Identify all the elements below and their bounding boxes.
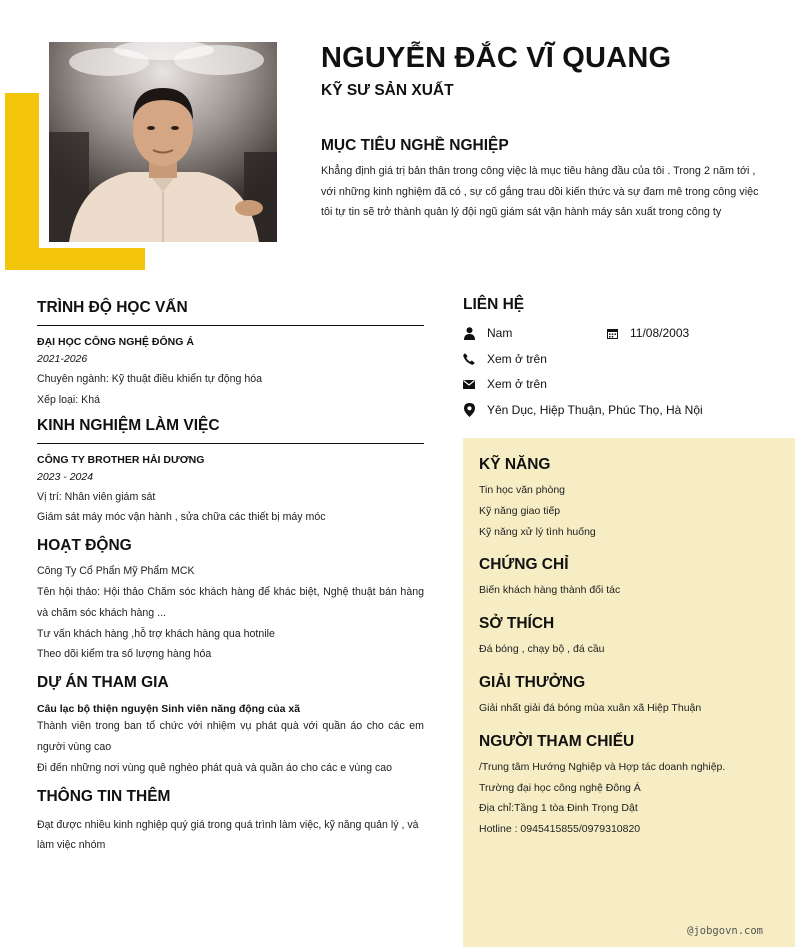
- location-pin-icon: [463, 403, 475, 417]
- candidate-name: NGUYỄN ĐẮC VĨ QUANG: [321, 42, 672, 74]
- activity-line: Theo dõi kiểm tra số lượng hàng hóa: [37, 648, 212, 661]
- education-major: Chuyên ngành: Kỹ thuật điều khiển tự động hóa: [37, 373, 263, 385]
- additional-info-title: THÔNG TIN THÊM: [37, 787, 171, 805]
- email-value: Xem ở trên: [487, 377, 547, 391]
- contact-gender: [463, 325, 512, 341]
- objective-text: Khẳng định giá trị bản thân trong công việc là mục tiêu hàng đầu của tôi . Trong 2 năm tới , với những kinh nghiệm đã có , sự cố gắng trau dồi kiến thức và sự đam mê trong công việc tôi tự tin sẽ trở thành quản lý đội ngũ giám sát vận hành máy sản xuất trong công ty: [321, 165, 759, 218]
- contact-address: [463, 402, 703, 418]
- skill-item: Tin học văn phòng: [479, 484, 566, 496]
- education-title: TRÌNH ĐỘ HỌC VẤN: [37, 298, 424, 326]
- email-icon: [463, 377, 475, 391]
- activities-title: HOẠT ĐỘNG: [37, 537, 132, 555]
- project-line: Đi đến những nơi vùng quê nghèo phát quà và quần áo cho các e vùng cao: [37, 761, 393, 774]
- education-rank: Xếp loại: Khá: [37, 393, 101, 406]
- education-period: 2021-2026: [37, 353, 88, 365]
- project-line: Thành viên trong ban tổ chức với nhiệm vụ phát quà với quần áo cho các em người vùng cao: [37, 720, 424, 753]
- awards-title: GIẢI THƯỞNG: [479, 673, 586, 691]
- skills-section: [479, 454, 779, 542]
- skill-item: Kỹ năng giao tiếp: [479, 504, 561, 517]
- objective-heading: MỤC TIÊU NGHỀ NGHIỆP: [321, 137, 509, 154]
- hobby-item: Đá bóng , chạy bộ , đá cầu: [479, 643, 605, 656]
- reference-item: Địa chỉ:Tầng 1 tòa Đinh Trọng Dật: [479, 802, 638, 815]
- phone-value: Xem ở trên: [487, 352, 547, 366]
- reference-item: Trường đại học công nghệ Đông Á: [479, 781, 641, 794]
- certificate-item: Biến khách hàng thành đối tác: [479, 584, 621, 597]
- calendar-icon: [606, 326, 618, 340]
- dob-value: 11/08/2003: [630, 326, 690, 340]
- contact-title: LIÊN HỆ: [463, 296, 525, 313]
- project-name: Câu lạc bộ thiện nguyện Sinh viên năng động của xã: [37, 703, 301, 716]
- hobbies-title: SỞ THÍCH: [479, 615, 555, 633]
- projects-title: DỰ ÁN THAM GIA: [37, 674, 169, 692]
- phone-icon: [463, 352, 475, 366]
- contact-phone: [463, 351, 547, 367]
- job-title: KỸ SƯ SẢN XUẤT: [321, 82, 454, 99]
- experience-company: CÔNG TY BROTHER HẢI DƯƠNG: [37, 453, 205, 466]
- references-section: [479, 731, 779, 840]
- left-column: [37, 298, 424, 856]
- experience-period: 2023 - 2024: [37, 470, 94, 483]
- hobbies-section: [479, 613, 779, 660]
- watermark: @jobgovn.com: [687, 925, 763, 937]
- activity-line: Tên hội thảo: Hội thảo Chăm sóc khách hàng để khác biệt, Nghệ thuật bán hàng và chăm sóc khách hàng ...: [37, 585, 424, 619]
- contact-email: [463, 376, 547, 392]
- education-section: [37, 298, 424, 411]
- address-value: Yên Dục, Hiệp Thuận, Phúc Thọ, Hà Nội: [487, 403, 703, 417]
- award-item: Giải nhất giải đá bóng mùa xuân xã Hiệp Thuận: [479, 701, 702, 714]
- skills-title: KỸ NĂNG: [479, 456, 551, 473]
- additional-info-text: Đạt được nhiều kinh nghiệp quý giá trong quá trình làm việc, kỹ năng quản lý , và làm việc nhóm: [37, 818, 419, 852]
- accent-bar-vertical: [5, 93, 39, 270]
- right-info-panel: [463, 438, 795, 947]
- reference-item: /Trung tâm Hướng Nghiệp và Hợp tác doanh nghiệp.: [479, 760, 726, 773]
- gender-value: Nam: [487, 326, 513, 340]
- activities-section: [37, 536, 424, 665]
- experience-duty: Giám sát máy móc vận hành , sửa chữa các thiết bị máy móc: [37, 511, 326, 524]
- reference-item: Hotline : 0945415855/0979310820: [479, 823, 641, 836]
- experience-section: [37, 416, 424, 529]
- skill-item: Kỹ năng xử lý tình huống: [479, 525, 596, 538]
- person-icon: [463, 326, 475, 340]
- certificates-title: CHỨNG CHỈ: [479, 556, 569, 574]
- contact-dob: [606, 325, 689, 341]
- education-school: ĐẠI HỌC CÔNG NGHỆ ĐÔNG Á: [37, 336, 194, 348]
- references-title: NGƯỜI THAM CHIẾU: [479, 732, 635, 750]
- profile-photo: [49, 42, 277, 242]
- activity-line: Tư vấn khách hàng ,hỗ trợ khách hàng qua hotnile: [37, 627, 275, 640]
- awards-section: [479, 672, 779, 719]
- activity-line: Công Ty Cổ Phẩn Mỹ Phẩm MCK: [37, 565, 195, 578]
- experience-title: KINH NGHIỆM LÀM VIỆC: [37, 416, 424, 444]
- experience-position: Vị trí: Nhân viên giám sát: [37, 490, 156, 503]
- additional-info-section: [37, 787, 424, 857]
- accent-bar-horizontal: [5, 248, 145, 270]
- certificates-section: [479, 554, 779, 601]
- projects-section: [37, 673, 424, 778]
